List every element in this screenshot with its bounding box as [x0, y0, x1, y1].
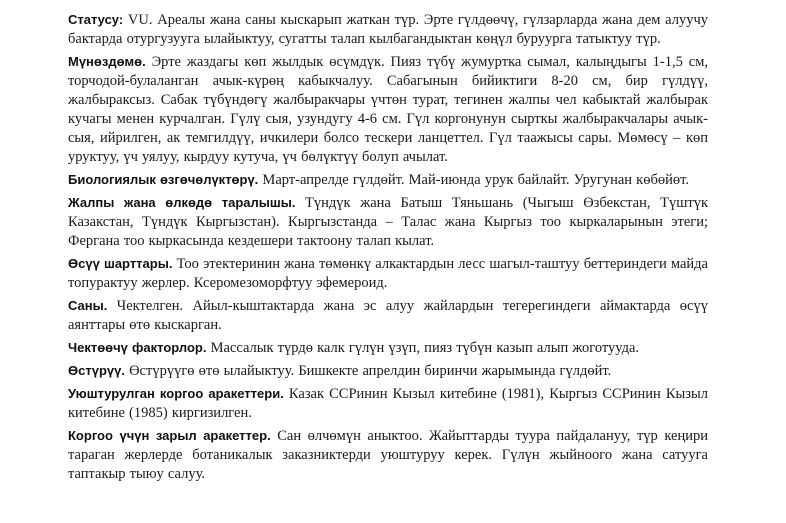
section-cultivation-label: Өстүрүү. [68, 363, 125, 378]
document-page [68, 11, 708, 488]
section-protection-measures-text: Казак ССРинин Кызыл китебине (1981), Кыргыз ССРинин Кызыл китебине (1985) киргизилген. [68, 386, 709, 421]
section-cultivation-text: Өстүрүүгө өтө ылайыктуу. Бишкекте апрелдин биринчи жарымында гүлдөйт. [124, 363, 612, 379]
section-limiting-factors [68, 339, 708, 358]
section-biology [68, 171, 708, 190]
section-distribution [68, 194, 708, 251]
section-population-label: Саны. [68, 298, 108, 313]
section-status-text: VU. Ареалы жана саны кыскарып жаткан түр. Эрте гүлдөөчү, гүлзарларда жана дем алуучу бактарда отургузууга ылайыктуу, сугатты талап кылбагандыктан көңүл буруурга татыктуу түр. [68, 12, 708, 47]
section-biology-text: Март-апрелде гүлдөйт. Май-июнда урук байлайт. Уругунан көбөйөт. [258, 172, 689, 188]
section-habitat [68, 255, 708, 293]
section-required-actions-label: Коргоо үчүн зарыл аракеттер. [68, 428, 271, 443]
section-description [68, 53, 708, 167]
section-protection-measures-label: Уюштурулган коргоо аракеттери. [68, 386, 284, 401]
section-required-actions [68, 427, 708, 484]
section-distribution-label: Жалпы жана өлкөдө таралышы. [68, 195, 296, 210]
section-status [68, 11, 708, 49]
section-biology-label: Биологиялык өзгөчөлүктөрү. [68, 172, 259, 187]
section-description-text: Эрте жаздагы көп жылдык өсүмдүк. Пияз түбү жумуртка сымал, калыңдыгы 1-1,5 см, торчодой-булаланган ачык-күрөң кабыкчалуу. Сабагынын бийиктиги 8-20 см, бир гүлдүү, жалбыраксыз. Сабак түбүндөгү жалбыракчары үчтөн турат, тегинен жалпы чел кабыктай жалбырак кучагы менен курчалган. Гүлү сыя, узундугу 4-6 см. Гүл коргонунун сырткы жалбыракчалары ачык-сыя, ийрилген, ак темгилдүү, ичкилери болсо тескери ланцеттел. Гүл таажысы сары. Мөмөсү – көп уруктуу, үч уялуу, кырдуу кутуча, үч бөлүктүү болуп ачылат. [68, 54, 708, 165]
section-population [68, 297, 708, 335]
section-protection-measures [68, 385, 708, 423]
section-habitat-text: Тоо этектеринин жана төмөнкү алкактардын лесс шагыл-таштуу беттериндеги майда топурактуу жерлер. Ксеромезоморфтуу эфемероид. [68, 256, 708, 291]
section-population-text: Чектелген. Айыл-кыштактарда жана эс алуу жайлардын тегерегиндеги аймактарда өсүү аянттары өтө кыскарган. [68, 298, 708, 333]
section-limiting-factors-text: Массалык түрдө калк гүлүн үзүп, пияз түбүн казып алып жоготууда. [206, 340, 640, 356]
section-required-actions-text: Сан өлчөмүн аныктоо. Жайыттарды туура пайдалануу, түр кеңири тараган жерлерде ботаникалык заказниктерди уюштуруу керек. Гүлүн жыйноого жана сатууга таптакыр тыюу салуу. [68, 428, 708, 482]
section-habitat-label: Өсүү шарттары. [68, 256, 173, 271]
section-distribution-text: Түндүк жана Батыш Тяньшань (Чыгыш Өзбекстан, Түштүк Казакстан, Түндүк Кыргызстан). Кыргызстанда – Талас жана Кыргыз тоо кыркаларынын этеги; Фергана тоо кыркасында кездешери тактоону талап кылат. [68, 195, 709, 249]
section-cultivation [68, 362, 708, 381]
section-description-label: Мүнөздөмө. [68, 54, 146, 69]
section-status-label: Статусу: [68, 12, 124, 27]
section-limiting-factors-label: Чектөөчү факторлор. [68, 340, 207, 355]
